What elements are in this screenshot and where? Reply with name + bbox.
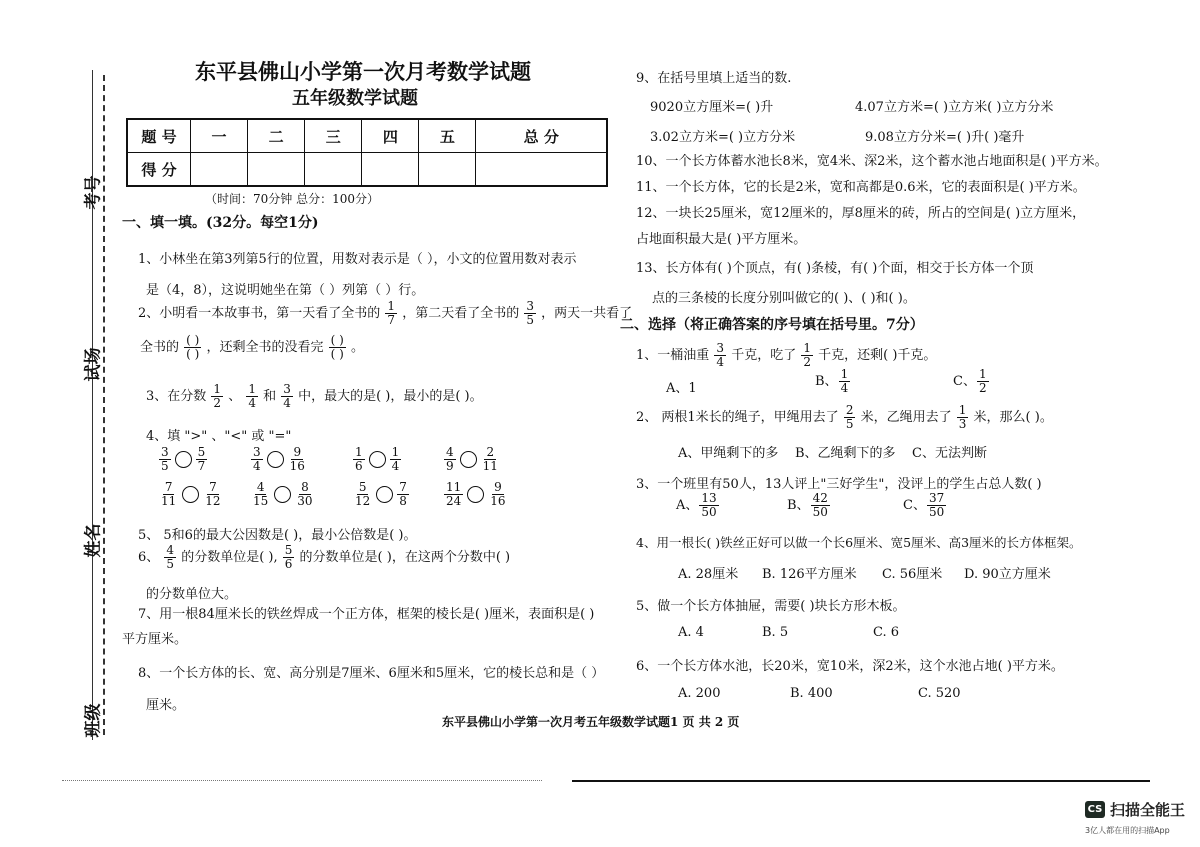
fraction	[844, 404, 856, 431]
cmp-item	[250, 481, 316, 508]
fraction	[524, 300, 536, 327]
score-cell: 一	[191, 119, 248, 153]
fraction	[281, 383, 293, 410]
q11-line: 11、一个长方体，它的长是2米，宽和高都是0.6米，它的表面积是( )平方米。	[636, 180, 1086, 195]
kaohao-label: 考号	[83, 175, 104, 210]
frac-num: 2	[486, 445, 495, 459]
q2-line1	[138, 300, 632, 327]
s2-q4-optC[interactable]: C. 56厘米	[882, 567, 943, 582]
q12-line2: 占地面积最大是( )平方厘米。	[636, 232, 807, 247]
frac-num: 11	[446, 480, 462, 494]
compare-circle[interactable]	[274, 486, 291, 503]
s2-q2-optC[interactable]: C、无法判断	[912, 446, 987, 461]
fraction	[397, 481, 409, 508]
cmp-item	[158, 481, 224, 508]
score-cell: 三	[305, 119, 362, 153]
frac-den: 12	[205, 494, 221, 508]
cmp-item	[443, 446, 501, 473]
frac-den: 6	[284, 557, 293, 571]
score-cell: 题 号	[127, 119, 191, 153]
frac-den: 5	[161, 459, 169, 473]
s2-q1-text-c: 千克，还剩( )千克。	[818, 348, 937, 363]
frac-den: 50	[928, 505, 945, 519]
fraction	[801, 342, 813, 369]
s2-q6-optC[interactable]: C. 520	[918, 686, 961, 701]
section2-heading: 二、选择（将正确答案的序号填在括号里。7分）	[620, 317, 924, 333]
frac-num: 9	[494, 480, 502, 494]
frac-num: 7	[164, 480, 173, 494]
bottom-dotted-line	[62, 780, 542, 781]
score-cell: 四	[362, 119, 419, 153]
q2-text-c: ，两天一共看了	[541, 306, 633, 321]
binding-line	[92, 70, 93, 740]
q4-heading: 4、填 ">" 、"<" 或 "="	[146, 429, 292, 444]
frac-den: 2	[803, 355, 811, 369]
compare-circle[interactable]	[460, 451, 477, 468]
frac-den: 4	[253, 459, 261, 473]
q10-line: 10、一个长方体蓄水池长8米，宽4米、深2米，这个蓄水池占地面积是( )平方米。	[636, 154, 1108, 169]
q3-text-b: 、	[228, 389, 242, 404]
fraction	[164, 544, 176, 571]
fraction	[246, 383, 258, 410]
cmp-item	[352, 481, 410, 508]
frac-den: 5	[526, 313, 534, 327]
fraction	[811, 492, 830, 519]
fraction	[481, 446, 500, 473]
q5-line: 5、 5和6的最大公因数是( )，最小公倍数是( )。	[138, 528, 417, 543]
cmp-item	[158, 446, 208, 473]
q13-line2: 点的三条棱的长度分别叫做它的( )、( )和( )。	[652, 291, 916, 306]
q7-line2: 平方厘米。	[122, 632, 188, 647]
opt-label: C、	[953, 374, 976, 389]
frac-num: 1	[978, 367, 987, 381]
fraction	[699, 492, 718, 519]
fraction	[353, 446, 365, 473]
q6-text-a: 6、	[138, 550, 160, 565]
blank-fraction[interactable]	[329, 334, 346, 361]
score-table-header-row	[127, 119, 607, 153]
frac-den: 7	[197, 459, 206, 473]
frac-den: 50	[812, 505, 828, 519]
frac-num: 5	[284, 543, 293, 557]
frac-den: 8	[399, 494, 407, 508]
frac-num: 9	[293, 445, 302, 459]
score-blank[interactable]	[362, 153, 419, 187]
exam-info: （时间：70分钟 总分：100分）	[205, 192, 379, 206]
q7-line1: 7、用一根84厘米长的铁丝焊成一个正方体，框架的棱长是( )厘米，表面积是( )	[138, 607, 595, 622]
frac-num: 7	[209, 480, 217, 494]
frac-den: ( )	[186, 347, 200, 361]
fraction	[444, 446, 456, 473]
frac-num: 4	[446, 445, 454, 459]
frac-den: 4	[391, 459, 400, 473]
frac-den: 30	[297, 494, 313, 508]
frac-num: 5	[358, 480, 367, 494]
frac-den: 9	[446, 459, 454, 473]
s2-q1-text-b: 千克，吃了	[731, 348, 797, 363]
opt-label: B、	[815, 374, 838, 389]
frac-num: 1	[213, 382, 222, 396]
s2-q3-optB[interactable]	[787, 492, 831, 519]
q3-text-a: 3、在分数	[146, 389, 207, 404]
frac-num: ( )	[186, 333, 200, 347]
banji-label: 班级	[83, 703, 104, 738]
binding-dashed-line	[103, 75, 105, 735]
bottom-rule	[572, 780, 1150, 782]
s2-q2-text-c: 米，那么( )。	[973, 410, 1053, 425]
kaochang-label: 试场	[83, 347, 104, 382]
frac-num: 1	[391, 445, 400, 459]
frac-den: 4	[840, 381, 849, 395]
s2-q1-optB[interactable]	[815, 368, 851, 395]
frac-num: 3	[526, 299, 534, 313]
fraction	[196, 446, 208, 473]
q3-line	[146, 383, 483, 410]
q9-line2a: 3.02立方米=( )立方分米	[650, 130, 796, 145]
frac-num: ( )	[330, 333, 344, 347]
s2-q6-optA[interactable]: A. 200	[678, 686, 721, 701]
score-blank[interactable]	[191, 153, 248, 187]
cmp-item	[352, 446, 402, 473]
q13-line1: 13、长方体有( )个顶点，有( )条棱，有( )个面，相交于长方体一个顶	[636, 261, 1034, 276]
fraction	[251, 446, 263, 473]
frac-num: 3	[253, 445, 261, 459]
frac-den: 2	[213, 396, 222, 410]
fraction	[211, 383, 223, 410]
opt-label: C、	[903, 498, 926, 513]
q2-text-e: ，还剩全书的没看完	[206, 340, 324, 355]
s2-q1-optC[interactable]	[953, 368, 990, 395]
fraction	[488, 481, 507, 508]
s2-q4-optB[interactable]: B. 126平方厘米	[762, 567, 857, 582]
compare-circle[interactable]	[182, 486, 199, 503]
fraction	[203, 481, 222, 508]
frac-num: 1	[355, 445, 363, 459]
camscanner-logo-icon: CS	[1085, 801, 1105, 818]
fraction	[977, 368, 989, 395]
watermark-tagline: 3亿人都在用的扫描App	[1085, 826, 1170, 835]
watermark-name: 扫描全能王	[1110, 801, 1186, 819]
compare-circle[interactable]	[267, 451, 284, 468]
frac-num: 1	[803, 341, 811, 355]
frac-den: 4	[283, 396, 291, 410]
fraction	[251, 481, 270, 508]
q8-line1: 8、一个长方体的长、宽、高分别是7厘米、6厘米和5厘米，它的棱长总和是（ ）	[138, 666, 605, 681]
frac-num: 1	[958, 403, 967, 417]
frac-den: 50	[701, 505, 717, 519]
q12-line1: 12、一块长25厘米，宽12厘米的，厚8厘米的砖，所占的空间是( )立方厘米，	[636, 206, 1086, 221]
frac-den: 4	[248, 396, 256, 410]
q3-text-c: 和	[263, 389, 277, 404]
s2-q5-optA[interactable]: A. 4	[678, 625, 704, 640]
frac-den: 12	[355, 494, 371, 508]
exam-title: 东平县佛山小学第一次月考数学试题	[195, 59, 531, 84]
score-table	[126, 118, 608, 187]
s2-q1-optA[interactable]: A、1	[666, 381, 697, 396]
opt-label: B、	[787, 498, 810, 513]
fraction	[283, 544, 295, 571]
frac-den: 11	[161, 494, 177, 508]
frac-num: 1	[840, 367, 849, 381]
score-cell: 二	[248, 119, 305, 153]
q9-heading: 9、在括号里填上适当的数.	[636, 71, 792, 86]
s2-q2-text-b: 米，乙绳用去了	[860, 410, 952, 425]
q6-text-c: 的分数单位是( )，在这两个分数中( )	[299, 550, 511, 565]
score-blank[interactable]	[476, 153, 607, 187]
score-cell: 得 分	[127, 153, 191, 187]
frac-num: 37	[928, 491, 945, 505]
frac-num: 4	[166, 543, 175, 557]
q2-text-f: 。	[350, 340, 364, 355]
section1-heading: 一、填一填。(32分。每空1分)	[122, 215, 319, 231]
xingming-label: 姓名	[83, 523, 104, 558]
s2-q5-line: 5、做一个长方体抽屉，需要( )块长方形木板。	[636, 599, 906, 614]
frac-num: 13	[701, 491, 717, 505]
frac-den: 16	[289, 459, 305, 473]
frac-num: 2	[845, 403, 854, 417]
fraction	[957, 404, 969, 431]
frac-num: 4	[256, 480, 265, 494]
score-blank[interactable]	[248, 153, 305, 187]
opt-label: A、	[676, 498, 699, 513]
q2-text-b: ，第二天看了全书的	[402, 306, 520, 321]
score-blank[interactable]	[419, 153, 476, 187]
compare-circle[interactable]	[369, 451, 386, 468]
frac-den: 5	[845, 417, 854, 431]
frac-num: 1	[387, 299, 396, 313]
frac-den: 6	[355, 459, 363, 473]
s2-q1-line	[636, 342, 936, 369]
cmp-item	[250, 446, 308, 473]
compare-circle[interactable]	[376, 486, 393, 503]
frac-num: 7	[399, 480, 407, 494]
frac-den: 16	[490, 494, 506, 508]
frac-num: 3	[161, 445, 169, 459]
fraction	[288, 446, 307, 473]
frac-den: 2	[978, 381, 987, 395]
q6-line2: 的分数单位大。	[146, 587, 238, 602]
frac-num: 8	[301, 480, 309, 494]
fraction	[385, 300, 397, 327]
fraction	[159, 446, 171, 473]
frac-den: 5	[166, 557, 175, 571]
fraction	[390, 446, 402, 473]
exam-subtitle: 五年级数学试题	[292, 88, 418, 109]
q6-text-b: 的分数单位是( ),	[181, 550, 278, 565]
s2-q2-text-a: 2、 两根1米长的绳子，甲绳用去了	[636, 410, 839, 425]
q2-line2	[140, 334, 364, 361]
frac-num: 42	[812, 491, 828, 505]
q6-line1	[138, 544, 510, 571]
score-cell: 五	[419, 119, 476, 153]
q1-line1: 1、小林坐在第3列第5行的位置，用数对表示是（ ），小文的位置用数对表示	[138, 252, 577, 267]
s2-q2-line	[636, 404, 1053, 431]
fraction	[714, 342, 726, 369]
q8-line2: 厘米。	[146, 698, 186, 713]
frac-den: 7	[387, 313, 396, 327]
frac-num: 3	[283, 382, 291, 396]
fraction	[159, 481, 178, 508]
s2-q2-optA[interactable]: A、甲绳剩下的多	[678, 446, 779, 461]
q9-line2b: 9.08立方分米=( )升( )毫升	[865, 130, 1025, 145]
blank-fraction[interactable]	[184, 334, 201, 361]
compare-circle[interactable]	[175, 451, 192, 468]
s2-q4-line: 4、用一根长( )铁丝正好可以做一个长6厘米、宽5厘米、高3厘米的长方体框架。	[636, 535, 1082, 550]
fraction	[353, 481, 372, 508]
s2-q3-optC[interactable]	[903, 492, 947, 519]
frac-den: 4	[716, 355, 725, 369]
q1-line2: 是（4，8），这说明她坐在第（ ）列第（ ）行。	[146, 283, 425, 298]
s2-q4-optD[interactable]: D. 90立方厘米	[964, 567, 1051, 582]
s2-q5-optB[interactable]: B. 5	[762, 625, 789, 640]
s2-q6-line: 6、一个长方体水池，长20米，宽10米，深2米，这个水池占地( )平方米。	[636, 659, 1064, 674]
s2-q5-optC[interactable]: C. 6	[873, 625, 900, 640]
cmp-item	[443, 481, 509, 508]
frac-den: 3	[958, 417, 967, 431]
frac-den: 24	[446, 494, 462, 508]
s2-q6-optB[interactable]: B. 400	[790, 686, 833, 701]
q2-text-a: 2、小明看一本故事书，第一天看了全书的	[138, 306, 381, 321]
frac-num: 1	[248, 382, 256, 396]
s2-q4-optA[interactable]: A. 28厘米	[678, 567, 739, 582]
frac-den: 11	[482, 459, 498, 473]
fraction	[444, 481, 463, 508]
fraction	[295, 481, 314, 508]
fraction	[839, 368, 851, 395]
s2-q3-optA[interactable]	[676, 492, 720, 519]
frac-num: 3	[716, 341, 725, 355]
q9-line1b: 4.07立方米=( )立方米( )立方分米	[855, 100, 1054, 115]
s2-q3-line: 3、一个班里有50人，13人评上"三好学生"，没评上的学生占总人数( )	[636, 477, 1042, 492]
score-blank[interactable]	[305, 153, 362, 187]
compare-circle[interactable]	[467, 486, 484, 503]
s2-q2-optB[interactable]: B、乙绳剩下的多	[795, 446, 896, 461]
page-footer: 东平县佛山小学第一次月考五年级数学试题1 页 共 2 页	[442, 715, 740, 729]
fraction	[927, 492, 946, 519]
frac-num: 5	[197, 445, 206, 459]
score-table-score-row	[127, 153, 607, 187]
q2-text-d: 全书的	[140, 340, 180, 355]
s2-q1-text-a: 1、一桶油重	[636, 348, 710, 363]
score-cell: 总 分	[476, 119, 607, 153]
q3-text-d: 中，最大的是( )，最小的是( )。	[298, 389, 483, 404]
frac-den: 15	[253, 494, 269, 508]
q9-line1a: 9020立方厘米=( )升	[650, 100, 774, 115]
frac-den: ( )	[330, 347, 344, 361]
